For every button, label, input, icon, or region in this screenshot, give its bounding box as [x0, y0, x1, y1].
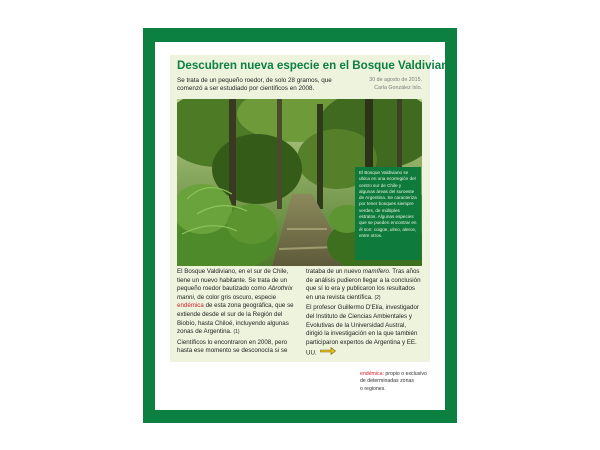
paragraph: [177, 268, 295, 337]
image-caption: El Bosque Valdiviano se ubica en una ecorregión del centro sur de Chile y algunas áreas del suroeste de Argentina. Se caracteriza por tener bosques siempre verdes, de múltiples estratos. Algunas especies que se pueden encontrar en él son: coigüe, ulmo, alerce, entre otros.: [355, 167, 421, 260]
paragraph-text: trataba de un nuevo: [306, 268, 363, 275]
paragraph-text: de esta zona geográfica, que se extiende desde el sur de la Región del Biobío, hasta Chiloé, incluyendo algunas zonas de Argentina.: [177, 302, 294, 336]
reference-marker: (1): [233, 329, 240, 336]
paragraph: [306, 304, 423, 359]
paragraph-text: , de color gris oscuro, especie: [193, 293, 277, 301]
glossary-definition: o regiones.: [360, 385, 386, 392]
paragraph-text: El Bosque Valdiviano, en el sur de Chile, tiene un nuevo habitante. Se trata de un pequeño roedor bautizado como: [177, 268, 289, 293]
glossary-term[interactable]: endémica: [177, 302, 204, 310]
glossary-definition: propio o exclusivo: [383, 371, 427, 377]
body-column-left: [177, 268, 295, 358]
article-subtitle: Se trata de un pequeño roedor, de solo 28 gramos, que comenzó a ser estudiado por científicos en 2008.: [177, 77, 332, 93]
article-date: 30 de agosto de 2015.: [369, 77, 422, 83]
glossary-definition: de determinadas zonas: [360, 378, 414, 385]
article-title: Descubren nueva especie en el Bosque Valdiviano: [177, 59, 456, 72]
paragraph-text: El profesor Guillermo D'Elía, investigador del Instituto de Ciencias Ambientales y Evolutivas de la Universidad Austral, dirigió la investigación en la que también participaron expertos de Argentina y EE. UU.: [306, 304, 419, 357]
glossary-note: [360, 371, 440, 393]
paragraph-text: . Tras años de análisis pudieron llegar a la conclusión que sí lo era y publicaron los resultados en una revista científica.: [306, 268, 421, 301]
article-author: Carla González Islo.: [374, 84, 422, 91]
species-name: Abrothrix manni: [177, 285, 293, 301]
right-arrow-icon[interactable]: [320, 347, 336, 359]
paragraph: [306, 268, 423, 302]
paragraph: Científicos lo encontraron en 2008, pero hasta ese momento se desconocía si se: [177, 338, 288, 355]
body-column-right: [306, 268, 423, 361]
glossary-term: endémica:: [360, 371, 384, 377]
emphasized-term: mamífero: [362, 268, 389, 275]
reference-marker: (2): [374, 294, 381, 301]
article-dateline: [340, 77, 422, 92]
